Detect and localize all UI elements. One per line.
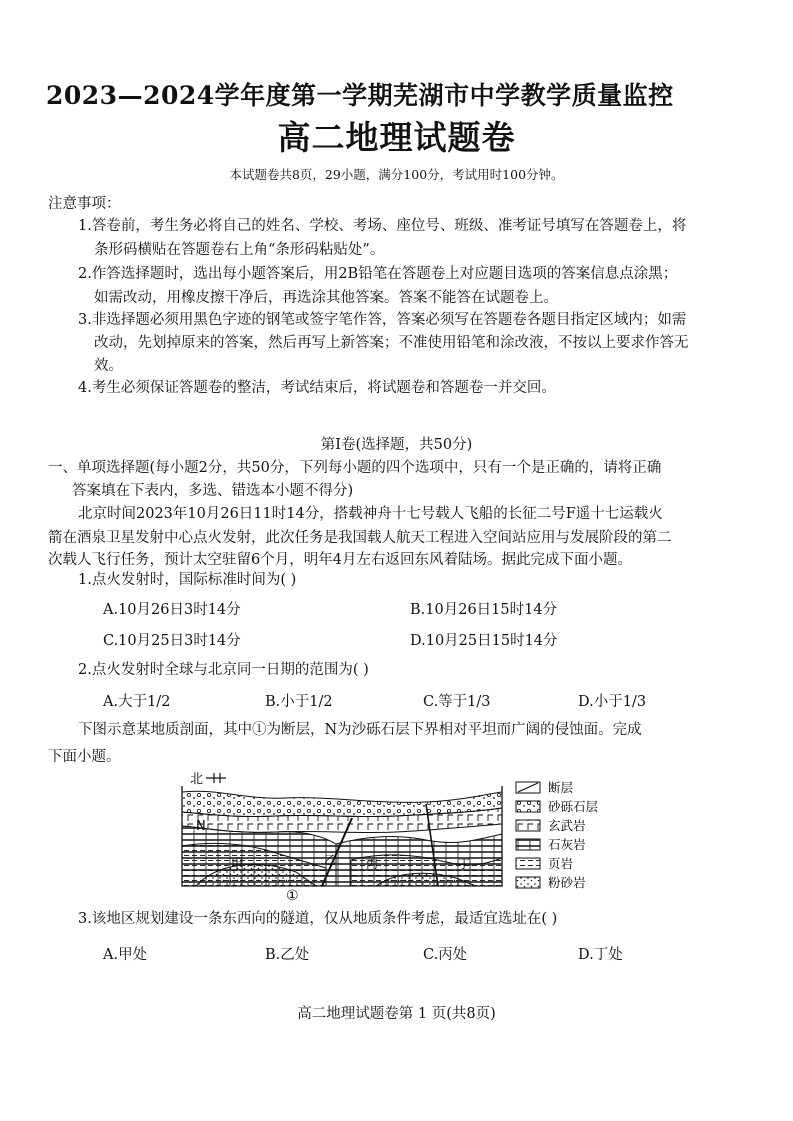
question-2-option-d: D.小于1/3 <box>578 694 647 710</box>
question-1-option-b: B.10月26日15时14分 <box>410 602 558 618</box>
question-2-stem: 2.点火发射时全球与北京同一日期的范围为( ) <box>78 662 369 678</box>
section-instructions-line-1: 一、单项选择题(每小题2分，共50分，下列每小题的四个选项中，只有一个是正确的，请将正确 <box>48 460 662 476</box>
note-2-line-2: 如需改动，用橡皮擦干净后，再选涂其他答案。答案不能答在试题卷上。 <box>94 290 558 306</box>
legend-siltstone: 粉砂岩 <box>548 875 586 890</box>
note-1-line-1: 1.答卷前，考生务必将自己的姓名、学校、考场、座位号、班级、准考证号填写在答题卷上，将 <box>78 218 687 234</box>
label-bing: 丙 <box>366 857 379 871</box>
question-2-option-a: A.大于1/2 <box>103 694 171 710</box>
north-label: 北 <box>190 772 204 787</box>
passage-1-line-3: 次载人飞行任务，预计太空驻留6个月，明年4月左右返回东风着陆场。据此完成下面小题。 <box>48 552 632 568</box>
question-1-option-c: C.10月25日3时14分 <box>103 633 241 649</box>
geologic-cross-section <box>176 768 636 908</box>
legend-gravel: 砂砾石层 <box>548 799 599 814</box>
legend-shale: 页岩 <box>548 856 574 871</box>
paper-subtitle: 高二地理试题卷 <box>277 118 516 157</box>
page-footer: 高二地理试题卷第 1 页(共8页) <box>297 1006 496 1022</box>
notes-heading: 注意事项： <box>48 196 121 212</box>
passage-1-line-1: 北京时间2023年10月26日11时14分，搭载神舟十七号载人飞船的长征二号F遥十七运载火 <box>78 506 663 522</box>
passage-2-line-1: 下图示意某地质剖面，其中①为断层，N为沙砾石层下界相对平坦而广阔的侵蚀面。完成 <box>78 722 642 738</box>
label-n: N <box>196 819 206 834</box>
label-jia: 甲 <box>231 857 244 871</box>
exam-title: 2023—2024学年度第一学期芜湖市中学教学质量监控 <box>46 81 674 110</box>
question-3-option-d: D.丁处 <box>578 947 623 963</box>
note-1-line-2: 条形码横贴在答题卷右上角“条形码粘贴处”。 <box>94 242 385 258</box>
exam-info: 本试题卷共8页，29小题，满分100分，考试用时100分钟。 <box>229 167 564 182</box>
label-fault: ① <box>286 888 299 904</box>
section-title: 第Ⅰ卷(选择题，共50分) <box>320 437 473 453</box>
note-3-line-3: 效。 <box>94 358 123 374</box>
note-3-line-1: 3.非选择题必须用黑色字迹的钢笔或签字笔作答，答案必须写在答题卷各题目指定区域内；如需 <box>78 312 687 328</box>
question-2-option-b: B.小于1/2 <box>265 694 333 710</box>
question-1-option-d: D.10月25日15时14分 <box>410 633 558 649</box>
question-3-stem: 3.该地区规划建设一条东西向的隧道，仅从地质条件考虑，最适宜选址在( ) <box>78 911 558 927</box>
legend-fault: 断层 <box>548 780 574 795</box>
question-3-option-b: B.乙处 <box>265 947 310 963</box>
label-yi: 乙 <box>324 853 337 867</box>
question-1-stem: 1.点火发射时，国际标准时间为( ) <box>78 572 297 588</box>
label-ding: 丁 <box>458 857 471 871</box>
north-arrow-icon <box>206 773 226 783</box>
question-3-option-a: A.甲处 <box>103 947 148 963</box>
passage-1-line-2: 箭在酒泉卫星发射中心点火发射，此次任务是我国载人航天工程进入空间站应用与发展阶段的第二 <box>48 530 672 546</box>
note-2-line-1: 2.作答选择题时，选出每小题答案后，用2B铅笔在答题卷上对应题目选项的答案信息点涂黑； <box>78 266 678 282</box>
question-2-option-c: C.等于1/3 <box>423 694 491 710</box>
passage-2-line-2: 下面小题。 <box>48 749 121 765</box>
note-4: 4.考生必须保证答题卷的整洁，考试结束后，将试题卷和答题卷一并交回。 <box>78 380 556 396</box>
question-3-option-c: C.丙处 <box>423 947 468 963</box>
legend <box>516 780 599 890</box>
legend-basalt: 玄武岩 <box>548 818 586 833</box>
note-3-line-2: 改动，先划掉原来的答案，然后再写上新答案；不准使用铅笔和涂改液，不按以上要求作答无 <box>94 335 689 351</box>
question-1-option-a: A.10月26日3时14分 <box>103 602 241 618</box>
section-instructions-line-2: 答案填在下表内，多选、错选本小题不得分) <box>72 483 354 499</box>
legend-limestone: 石灰岩 <box>548 837 586 852</box>
